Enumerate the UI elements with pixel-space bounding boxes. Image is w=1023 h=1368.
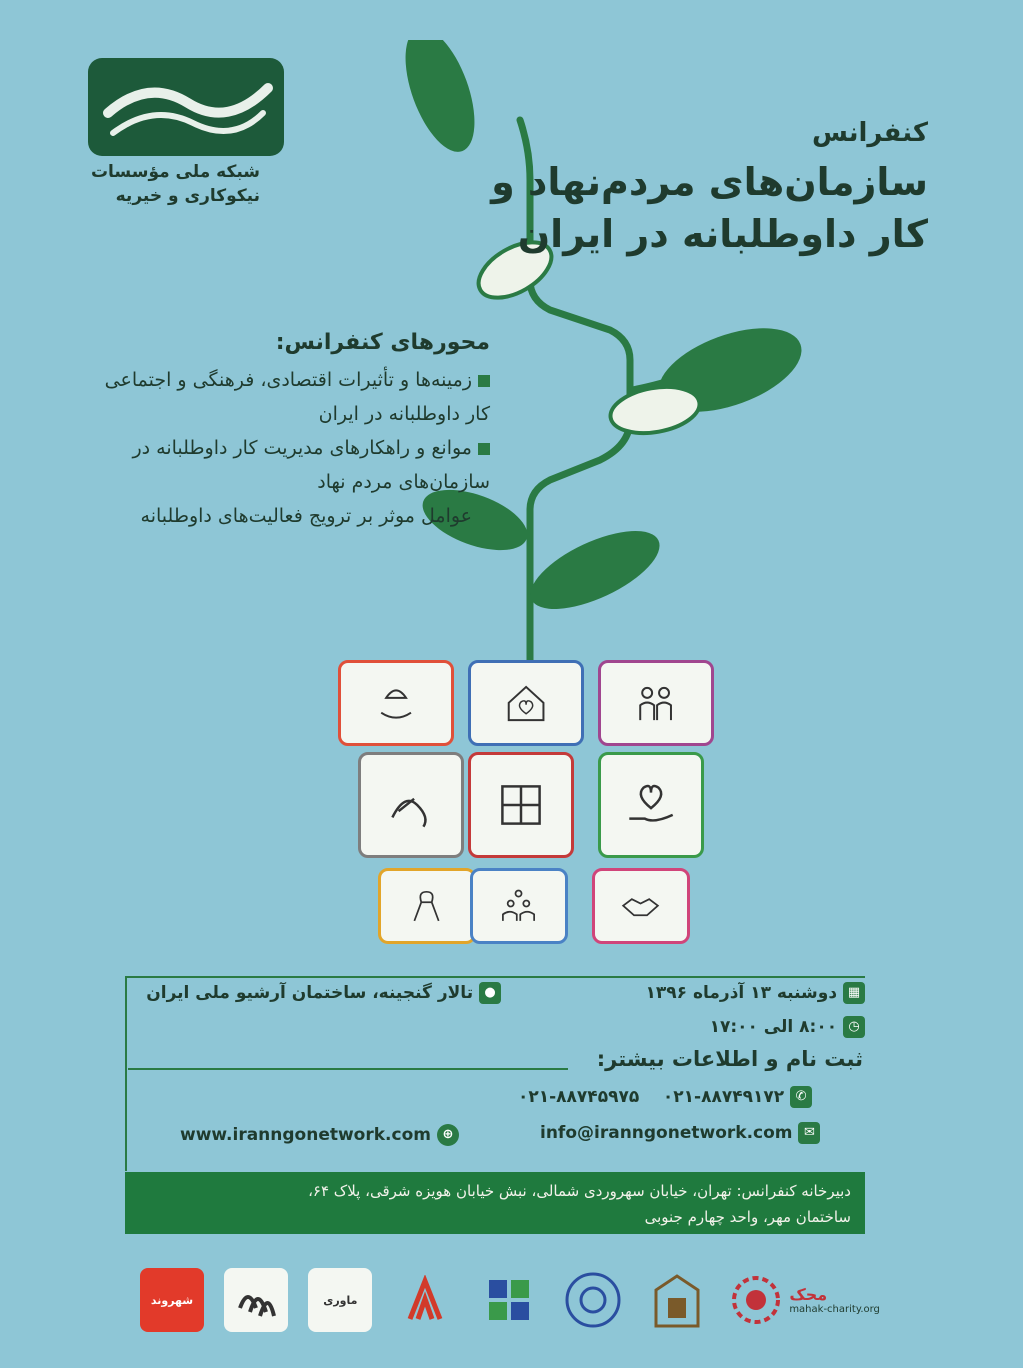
logo-caption-line2: نیکوکاری و خیریه (115, 186, 260, 206)
topics-heading: محورهای کنفرانس: (275, 330, 490, 355)
phone-2[interactable]: ۰۲۱-۸۸۷۴۵۹۷۵ (518, 1087, 640, 1107)
sponsor-mahak (729, 1273, 880, 1327)
email-row (540, 1122, 820, 1144)
home-heart-icon (492, 678, 560, 728)
family-icon (622, 678, 690, 728)
phone-row (518, 1086, 812, 1108)
mahak-logo-icon (729, 1273, 783, 1327)
topic-item: موانع و راهکارهای مدیریت کار داوطلبانه در سازمان‌های مردم نهاد (132, 437, 490, 493)
topic-item: زمینه‌ها و تأثیرات اقتصادی، فرهنگی و اجتماعی کار داوطلبانه در ایران (104, 369, 490, 425)
title-line1: سازمان‌های مردم‌نهاد و (491, 160, 928, 204)
date-row (646, 982, 865, 1004)
pot-tile (592, 868, 690, 944)
puzzle-logo-icon (483, 1274, 535, 1326)
handshake-icon (612, 884, 669, 927)
divider (128, 1068, 568, 1070)
pot-tile (598, 660, 714, 746)
venue-text: تالار گنجینه، ساختمان آرشیو ملی ایران (146, 983, 474, 1003)
divider (125, 976, 865, 978)
logo-caption-line1: شبکه ملی مؤسسات (90, 162, 260, 182)
title-prefix: کنفرانس (811, 118, 928, 148)
email-icon: ✉ (798, 1122, 820, 1144)
sponsor-logo-6 (561, 1268, 625, 1332)
sponsor-logos (140, 1250, 880, 1350)
ribbon-icon (398, 884, 455, 927)
sponsor-mavari: ماوری (308, 1268, 372, 1332)
calendar-icon: ▦ (843, 982, 865, 1004)
red-emblem-icon (400, 1275, 450, 1325)
logo-caption (80, 160, 260, 208)
divider (125, 976, 127, 1171)
shahrvand-logo: شهروند (140, 1268, 204, 1332)
bullet-icon (478, 375, 490, 387)
pot-tile (358, 752, 464, 858)
website-link[interactable]: www.iranngonetwork.com (180, 1125, 431, 1145)
community-icon (490, 884, 547, 927)
secretariat-address (125, 1172, 865, 1234)
stripes-logo-icon (234, 1278, 278, 1322)
sponsor-logo-7 (645, 1268, 709, 1332)
email-link[interactable]: info@iranngonetwork.com (540, 1123, 793, 1143)
bullet-icon (478, 443, 490, 455)
network-logo (88, 58, 284, 156)
time-text: ۸:۰۰ الی ۱۷:۰۰ (709, 1017, 838, 1037)
hands-unity-icon (490, 774, 552, 836)
heart-hand-icon (620, 774, 682, 836)
venue-row (146, 982, 501, 1004)
mahak-name: محک (789, 1285, 828, 1304)
pot-tile (470, 868, 568, 944)
date-text: دوشنبه ۱۳ آذرماه ۱۳۹۶ (645, 983, 838, 1003)
circle-seal-icon (563, 1270, 623, 1330)
phone-icon: ✆ (790, 1086, 812, 1108)
website-row (180, 1124, 459, 1146)
title-line2: کار داوطلبانه در ایران (517, 212, 928, 256)
topics-section (90, 330, 490, 533)
pot-tile (338, 660, 454, 746)
handshake-support-icon (380, 774, 442, 836)
pot-tile (468, 752, 574, 858)
pot-tile (378, 868, 476, 944)
library-emblem-icon (650, 1270, 704, 1330)
hands-water-icon (362, 678, 430, 728)
sponsor-logo-2 (224, 1268, 288, 1332)
pot-tile (598, 752, 704, 858)
address-line2: ساختمان مهر، واحد چهارم جنوبی (644, 1208, 851, 1226)
sponsor-logo-4 (393, 1268, 457, 1332)
mahak-url[interactable]: mahak-charity.org (789, 1304, 880, 1315)
phone-1[interactable]: ۰۲۱-۸۸۷۴۹۱۷۲ (662, 1087, 785, 1107)
topic-item: عوامل موثر بر ترویج فعالیت‌های داوطلبانه (90, 499, 490, 533)
location-pin-icon: ● (479, 982, 501, 1004)
address-line1: دبیرخانه کنفرانس: تهران، خیابان سهروردی شمالی، نبش خیابان هویزه شرقی، پلاک ۶۴، (308, 1182, 851, 1200)
sponsor-shahrvand (140, 1268, 204, 1332)
sponsor-logo-5 (477, 1268, 541, 1332)
pot-tile (468, 660, 584, 746)
bullet-icon (478, 511, 490, 523)
time-row (710, 1016, 865, 1038)
register-heading: ثبت نام و اطلاعات بیشتر: (596, 1047, 863, 1071)
globe-icon: ⊕ (437, 1124, 459, 1146)
clock-icon: ◷ (843, 1016, 865, 1038)
logo-mark-icon (88, 58, 284, 156)
